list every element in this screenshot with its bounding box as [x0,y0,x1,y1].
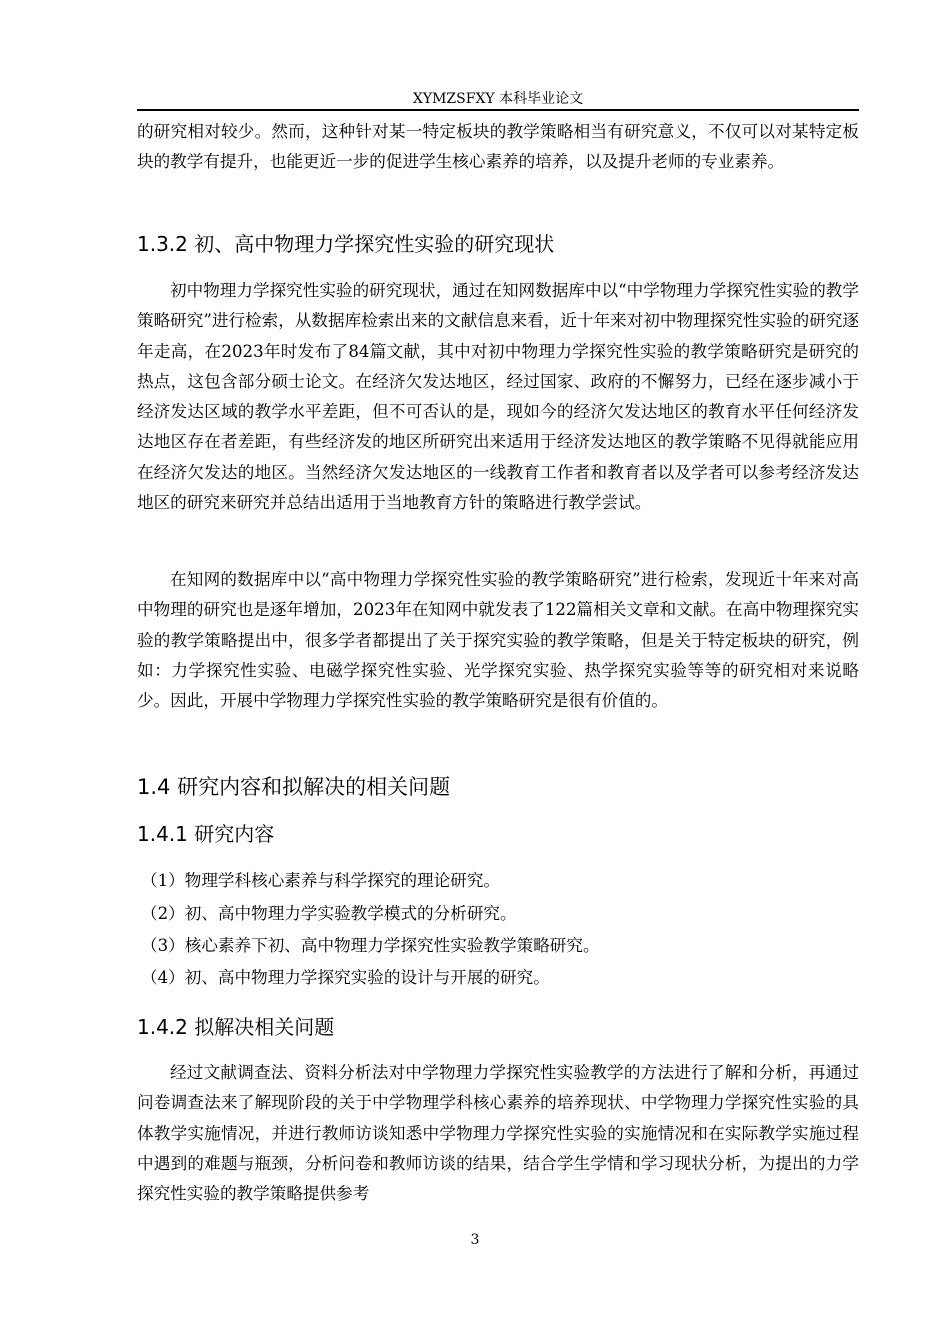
list-item: （2）初、高中物理力学实验教学模式的分析研究。 [141,904,517,923]
paragraph-senior-status: 在知网的数据库中以“高中物理力学探究性实验的教学策略研究”进行检索，发现近十年来对高中物理的研究也是逐年增加，2023年在知网中就发表了122篇相关文章和文献。在高中物理探究实验的教学策略提出中，很多学者都提出了关于探究实验的教学策略，但是关于特定板块的研究，例如：力学探究性实验、电磁学探究性实验、光学探究实验、热学探究实验等等的研究相对来说略少。因此，开展中学物理力学探究性实验的教学策略研究是很有价值的。 [137,570,859,711]
list-item: （1）物理学科核心素养与科学探究的理论研究。 [141,871,501,890]
paragraph-continuation: 的研究相对较少。然而，这种针对某一特定板块的教学策略相当有研究意义，不仅可以对某特定板块的教学有提升，也能更近一步的促进学生核心素养的培养，以及提升老师的专业素养。 [137,122,859,172]
heading-1-4: 1.4 研究内容和拟解决的相关问题 [137,775,451,799]
running-header: XYMZSFXY 本科毕业论文 [137,90,859,111]
list-item: （3）核心素养下初、高中物理力学探究性实验教学策略研究。 [141,936,600,955]
heading-1-4-1: 1.4.1 研究内容 [137,822,275,846]
paragraph-problems: 经过文献调查法、资料分析法对中学物理力学探究性实验教学的方法进行了解和分析，再通过问卷调查法来了解现阶段的关于中学物理学科核心素养的培养现状、中学物理力学探究性实验的具体教学实施情况，并进行教师访谈知悉中学物理力学探究性实验的实施情况和在实际教学实施过程中遇到的难题与瓶颈，分析问卷和教师访谈的结果，结合学生学情和学习现状分析，为提出的力学探究性实验的教学策略提供参考 [137,1063,859,1204]
page-number: 3 [470,1232,480,1248]
paragraph-junior-status: 初中物理力学探究性实验的研究现状，通过在知网数据库中以“中学物理力学探究性实验的教学策略研究”进行检索，从数据库检索出来的文献信息来看，近十年来对初中物理探究性实验的研究逐年走高，在2023年时发布了84篇文献，其中对初中物理力学探究性实验的教学策略研究是研究的热点，这包含部分硕士论文。在经济欠发达地区，经过国家、政府的不懈努力，已经在逐步减小于经济发达区域的教学水平差距，但不可否认的是，现如今的经济欠发达地区的教育水平任何经济发达地区存在者差距，有些经济发的地区所研究出来适用于经济发达地区的教学策略不见得就能应用在经济欠发达的地区。当然经济欠发达地区的一线教育工作者和教育者以及学者可以参考经济发达地区的研究来研究并总结出适用于当地教育方针的策略进行教学尝试。 [137,281,860,513]
heading-1-4-2: 1.4.2 拟解决相关问题 [137,1015,335,1039]
list-item: （4）初、高中物理力学探究实验的设计与开展的研究。 [141,968,550,987]
heading-1-3-2: 1.3.2 初、高中物理力学探究性实验的研究现状 [137,232,555,256]
